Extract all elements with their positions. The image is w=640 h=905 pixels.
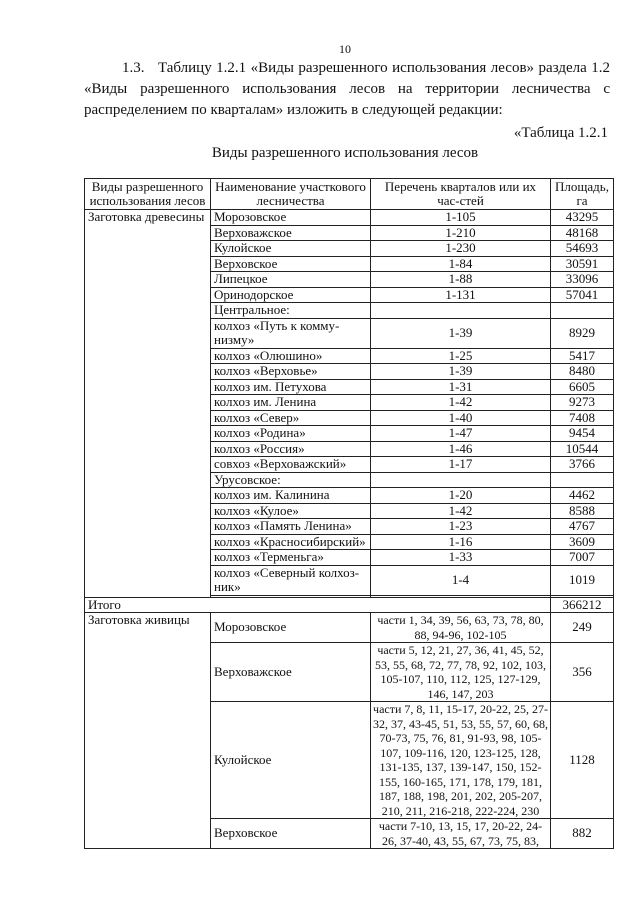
area: 882 — [551, 819, 614, 849]
district-name: колхоз «Северный колхоз-ник» — [211, 565, 371, 595]
district-name: колхоз «Красносибирский» — [211, 534, 371, 550]
area: 5417 — [551, 348, 614, 364]
district-name: Верховажское — [211, 225, 371, 241]
subgroup-central-title: Центральное: — [211, 303, 371, 319]
district-name: Верховажское — [211, 643, 371, 702]
quarters: 1-47 — [371, 426, 551, 442]
quarters: 1-40 — [371, 410, 551, 426]
district-name: Морозовское — [211, 210, 371, 226]
quarters: 1-20 — [371, 488, 551, 504]
district-name: колхоз «Кулое» — [211, 503, 371, 519]
area: 1019 — [551, 565, 614, 595]
area: 43295 — [551, 210, 614, 226]
area: 57041 — [551, 287, 614, 303]
quarters: 1-42 — [371, 503, 551, 519]
table-header-row — [85, 179, 614, 210]
area: 8588 — [551, 503, 614, 519]
quarters: 1-31 — [371, 379, 551, 395]
total-area: 366212 — [551, 597, 614, 613]
district-name: колхоз «Путь к комму-низму» — [211, 318, 371, 348]
area: 1128 — [551, 702, 614, 819]
page-number: 10 — [339, 42, 351, 56]
header-district-name: Наименование участкового лесничества — [211, 179, 371, 210]
table-caption: Виды разрешенного использования лесов — [211, 145, 479, 161]
quarters: 1-42 — [371, 395, 551, 411]
table-reference: «Таблица 1.2.1 — [513, 125, 608, 141]
area: 3766 — [551, 457, 614, 473]
quarters: 1-33 — [371, 550, 551, 566]
quarters: 1-39 — [371, 364, 551, 380]
quarters: части 1, 34, 39, 56, 63, 73, 78, 80, 88, 94-96, 102-105 — [371, 613, 551, 643]
table-row — [85, 613, 614, 643]
area: 4767 — [551, 519, 614, 535]
empty-cell — [371, 472, 551, 488]
intro-number: 1.3. — [122, 60, 145, 76]
area: 30591 — [551, 256, 614, 272]
intro-text: Таблицу 1.2.1 «Виды разрешенного использования лесов» раздела 1.2 «Виды разрешенного использования лесов на территории лесничества с распределением по кварталам» изложить в следующей редакции: — [84, 60, 611, 118]
area: 10544 — [551, 441, 614, 457]
quarters: 1-230 — [371, 241, 551, 257]
district-name: колхоз «Север» — [211, 410, 371, 426]
intro-paragraph — [84, 58, 610, 121]
quarters: 1-84 — [371, 256, 551, 272]
table-row — [85, 210, 614, 226]
area: 48168 — [551, 225, 614, 241]
area: 6605 — [551, 379, 614, 395]
area: 8929 — [551, 318, 614, 348]
quarters: 1-25 — [371, 348, 551, 364]
section-resin-harvest: Заготовка живицы — [85, 613, 211, 849]
district-name: Кулойское — [211, 241, 371, 257]
district-name: колхоз им. Петухова — [211, 379, 371, 395]
quarters: 1-23 — [371, 519, 551, 535]
area: 8480 — [551, 364, 614, 380]
total-row — [85, 597, 614, 613]
quarters: 1-88 — [371, 272, 551, 288]
subgroup-urusov-title: Урусовское: — [211, 472, 371, 488]
district-name: совхоз «Верховажский» — [211, 457, 371, 473]
district-name: Морозовское — [211, 613, 371, 643]
district-name: колхоз им. Калинина — [211, 488, 371, 504]
quarters: 1-46 — [371, 441, 551, 457]
area: 249 — [551, 613, 614, 643]
district-name: Верховское — [211, 819, 371, 849]
area: 9454 — [551, 426, 614, 442]
total-label: Итого — [85, 597, 551, 613]
quarters: части 7-10, 13, 15, 17, 20-22, 24-26, 37-40, 43, 55, 67, 73, 75, 83, — [371, 819, 551, 849]
quarters: 1-17 — [371, 457, 551, 473]
quarters: 1-210 — [371, 225, 551, 241]
district-name: колхоз «Терменьга» — [211, 550, 371, 566]
district-name: колхоз «Олюшино» — [211, 348, 371, 364]
forest-use-table — [84, 178, 614, 849]
header-quarters: Перечень кварталов или их час-стей — [371, 179, 551, 210]
area: 33096 — [551, 272, 614, 288]
quarters: 1-105 — [371, 210, 551, 226]
district-name: колхоз «Верховье» — [211, 364, 371, 380]
quarters: 1-4 — [371, 565, 551, 595]
quarters: 1-131 — [371, 287, 551, 303]
header-area: Площадь, га — [551, 179, 614, 210]
quarters: части 5, 12, 21, 27, 36, 41, 45, 52, 53, 55, 68, 72, 77, 78, 92, 102, 103, 105-107, 110, 112, 125, 127-129, 146, 147, 203 — [371, 643, 551, 702]
area: 54693 — [551, 241, 614, 257]
empty-cell — [551, 303, 614, 319]
district-name: Оринодорское — [211, 287, 371, 303]
header-use-type: Виды разрешенного использования лесов — [85, 179, 211, 210]
area: 4462 — [551, 488, 614, 504]
district-name: колхоз «Родина» — [211, 426, 371, 442]
empty-cell — [551, 472, 614, 488]
district-name: колхоз «Россия» — [211, 441, 371, 457]
area: 356 — [551, 643, 614, 702]
district-name: Верховское — [211, 256, 371, 272]
area: 3609 — [551, 534, 614, 550]
quarters: 1-39 — [371, 318, 551, 348]
section-timber-harvest: Заготовка древесины — [85, 210, 211, 598]
district-name: Кулойское — [211, 702, 371, 819]
area: 9273 — [551, 395, 614, 411]
district-name: колхоз «Память Ленина» — [211, 519, 371, 535]
quarters: части 7, 8, 11, 15-17, 20-22, 25, 27-32, 37, 43-45, 51, 53, 55, 57, 60, 68, 70-73, 75, 76, 81, 91-93, 98, 105-107, 109-116, 120, 123-125, 128, 131-135, 137, 139-147, 150, 152-155, 160-165, 171, 178, 179, 181, 187, 188, 198, 201, 202, 205-207, 210, 211, 216-218, 222-224, 230 — [371, 702, 551, 819]
area: 7007 — [551, 550, 614, 566]
area: 7408 — [551, 410, 614, 426]
empty-cell — [371, 303, 551, 319]
district-name: Липецкое — [211, 272, 371, 288]
quarters: 1-16 — [371, 534, 551, 550]
district-name: колхоз им. Ленина — [211, 395, 371, 411]
